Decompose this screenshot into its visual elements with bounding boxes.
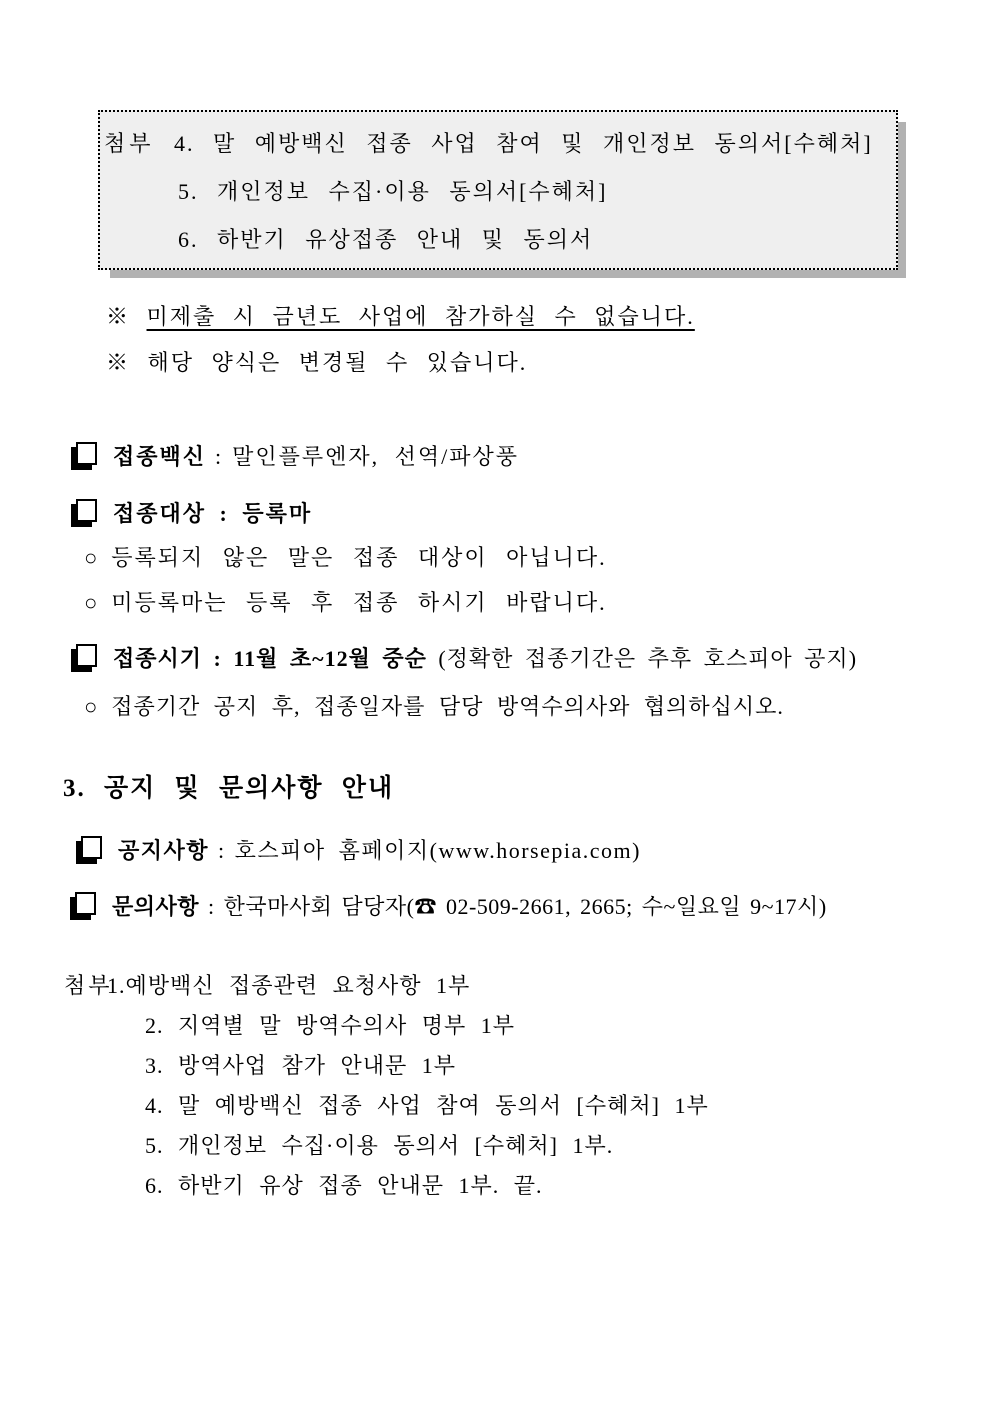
section-3-title: 3. 공지 및 문의사항 안내 bbox=[63, 775, 395, 802]
square-bullet-icon bbox=[81, 836, 102, 859]
notice-line bbox=[76, 834, 641, 865]
target-note-line bbox=[84, 586, 607, 617]
attachment-list-row bbox=[64, 1086, 709, 1126]
attachment-list-row bbox=[64, 1166, 709, 1206]
attachment-box-row bbox=[104, 216, 890, 264]
vaccine-separator: : bbox=[215, 444, 224, 469]
attachment-list-row bbox=[64, 966, 709, 1006]
attachment-item-1: 1.예방백신 접종관련 요청사항 1부 bbox=[107, 973, 471, 998]
attachment-list-row bbox=[64, 1046, 709, 1086]
inquiry-separator: : bbox=[208, 894, 215, 919]
attachment-notice-box bbox=[98, 110, 898, 270]
vaccine-label: 접종백신 bbox=[113, 444, 207, 469]
attachment-box-row bbox=[104, 120, 890, 168]
inquiry-label: 문의사항 bbox=[112, 894, 200, 919]
vaccine-line bbox=[71, 440, 519, 471]
inquiry-value: 한국마사회 담당자(☎ 02-509-2661, 2665; 수~일요일 9~17시) bbox=[223, 894, 827, 919]
note-no-submission bbox=[106, 300, 695, 331]
circle-bullet-icon: ○ bbox=[84, 590, 98, 615]
timing-note-inline: (정확한 접종기간은 추후 호스피아 공지) bbox=[438, 646, 858, 671]
circle-bullet-icon: ○ bbox=[84, 694, 98, 719]
attachment-box-label: 첨부 bbox=[104, 131, 155, 156]
attachment-box-item-6: 6. 하반기 유상접종 안내 및 동의서 bbox=[178, 227, 594, 252]
attachment-item-6: 6. 하반기 유상 접종 안내문 1부. 끝. bbox=[145, 1173, 543, 1198]
target-line bbox=[71, 497, 312, 528]
reference-mark-icon: ※ bbox=[106, 350, 131, 375]
vaccine-value: 말인플루엔자, 선역/파상풍 bbox=[232, 444, 520, 469]
square-bullet-icon bbox=[76, 499, 97, 522]
notice-value: 호스피아 홈페이지(www.horsepia.com) bbox=[234, 838, 641, 863]
note-form-change-text: 해당 양식은 변경될 수 있습니다. bbox=[147, 350, 528, 375]
attachment-box-row bbox=[104, 168, 890, 216]
target-note-line bbox=[84, 541, 607, 572]
attachment-list-row bbox=[64, 1006, 709, 1046]
note-form-change bbox=[106, 346, 527, 377]
attachment-list-label: 첨부 bbox=[64, 973, 113, 998]
notice-separator: : bbox=[218, 838, 226, 863]
attachment-item-5: 5. 개인정보 수집·이용 동의서 [수혜처] 1부. bbox=[145, 1133, 614, 1158]
notice-label: 공지사항 bbox=[118, 838, 210, 863]
attachment-list-row bbox=[64, 1126, 709, 1166]
timing-label: 접종시기 : 11월 초~12월 중순 bbox=[113, 646, 427, 671]
attachment-box-item-4: 4. 말 예방백신 접종 사업 참여 및 개인정보 동의서[수혜처] bbox=[174, 131, 873, 156]
target-note-1: 등록되지 않은 말은 접종 대상이 아닙니다. bbox=[111, 545, 607, 570]
attachment-item-4: 4. 말 예방백신 접종 사업 참여 동의서 [수혜처] 1부 bbox=[145, 1093, 709, 1118]
attachment-item-2: 2. 지역별 말 방역수의사 명부 1부 bbox=[145, 1013, 516, 1038]
circle-bullet-icon: ○ bbox=[84, 545, 98, 570]
timing-line bbox=[71, 642, 857, 673]
timing-note-line bbox=[84, 690, 784, 721]
reference-mark-icon: ※ bbox=[106, 304, 131, 329]
attachment-list bbox=[64, 966, 709, 1206]
square-bullet-icon bbox=[75, 892, 96, 915]
attachment-item-3: 3. 방역사업 참가 안내문 1부 bbox=[145, 1053, 457, 1078]
target-label: 접종대상 : 등록마 bbox=[113, 501, 313, 526]
attachment-box-item-5: 5. 개인정보 수집·이용 동의서[수혜처] bbox=[178, 179, 608, 204]
note-no-submission-text: 미제출 시 금년도 사업에 참가하실 수 없습니다. bbox=[146, 304, 695, 329]
target-note-2: 미등록마는 등록 후 접종 하시기 바랍니다. bbox=[111, 590, 607, 615]
square-bullet-icon bbox=[76, 442, 97, 465]
timing-note-text: 접종기간 공지 후, 접종일자를 담당 방역수의사와 협의하십시오. bbox=[111, 694, 784, 719]
square-bullet-icon bbox=[76, 644, 97, 667]
inquiry-line bbox=[70, 890, 827, 921]
